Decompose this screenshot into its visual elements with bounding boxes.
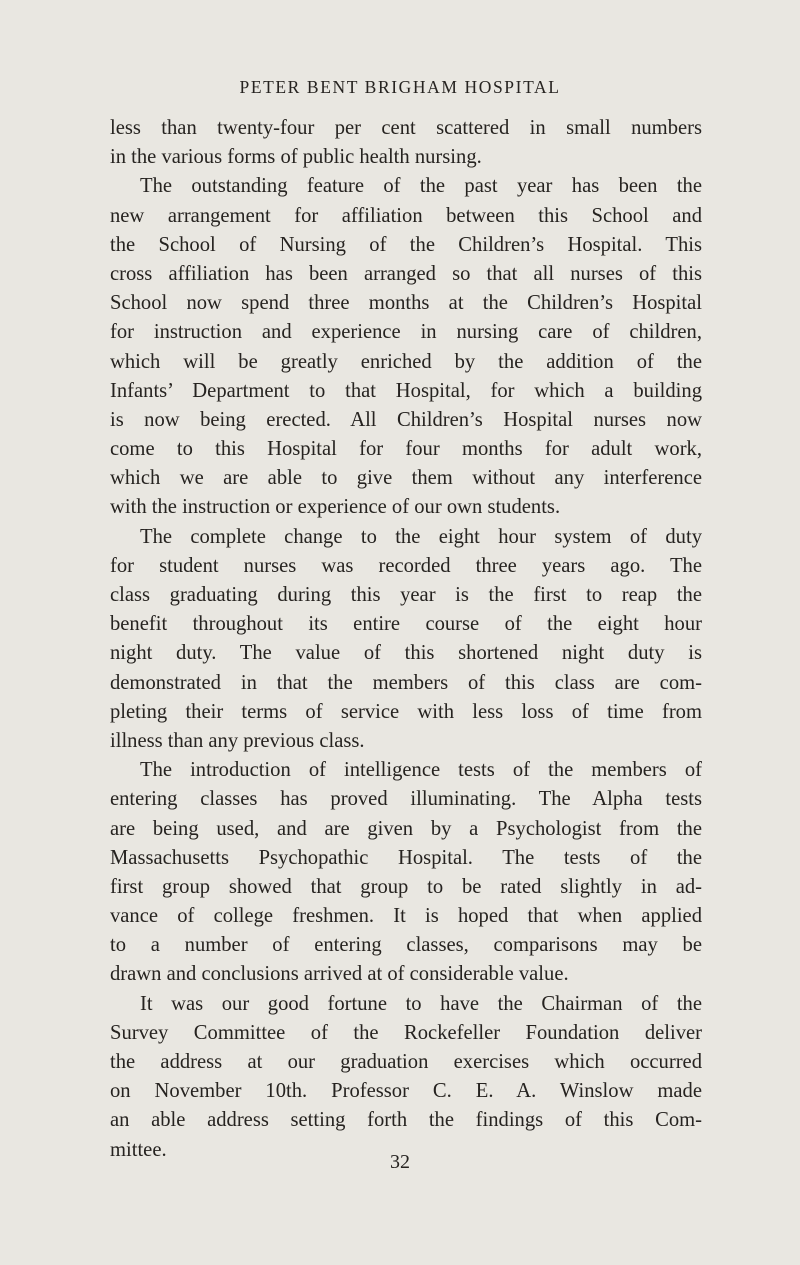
text-line: pleting their terms of service with less loss of time from — [110, 700, 702, 723]
text-line: vance of college freshmen. It is hoped that when applied — [110, 905, 702, 928]
text-line: illness than any previous class. — [110, 729, 365, 752]
text-line: cross affiliation has been arranged so that all nurses of this — [110, 262, 702, 285]
text-line: the School of Nursing of the Children’s Hospital. This — [110, 233, 702, 256]
text-line: first group showed that group to be rated slightly in ad- — [110, 875, 702, 898]
text-line: are being used, and are given by a Psychologist from the — [110, 817, 702, 840]
text-line: less than twenty-four per cent scattered in small numbers — [110, 117, 702, 139]
text-line: with the instruction or experience of our own students. — [110, 496, 561, 519]
text-line: which will be greatly enriched by the addition of the — [110, 350, 702, 373]
text-line: drawn and conclusions arrived at of considerable value. — [110, 963, 569, 986]
text-line: new arrangement for affiliation between this School and — [110, 204, 702, 227]
text-line: is now being erected. All Children’s Hospital nurses now — [110, 408, 702, 431]
text-line: come to this Hospital for four months for adult work, — [110, 438, 702, 461]
text-line: The introduction of intelligence tests of the members of — [140, 759, 702, 782]
text-line: mittee. — [110, 1138, 167, 1161]
text-line: an able address setting forth the findings of this Com- — [110, 1109, 702, 1132]
page-number: 32 — [390, 1151, 410, 1173]
text-line: entering classes has proved illuminating. The Alpha tests — [110, 788, 702, 811]
text-line: The outstanding feature of the past year has been the — [140, 175, 702, 198]
text-line: benefit throughout its entire course of the eight hour — [110, 613, 702, 636]
text-line: School now spend three months at the Children’s Hospital — [110, 292, 702, 315]
text-line: Infants’ Department to that Hospital, for which a building — [110, 379, 702, 402]
text-line: to a number of entering classes, comparisons may be — [110, 934, 702, 957]
running-head: PETER BENT BRIGHAM HOSPITAL — [239, 77, 561, 97]
text-line: the address at our graduation exercises which occurred — [110, 1051, 702, 1073]
text-line: Massachusetts Psychopathic Hospital. The tests of the — [110, 846, 702, 869]
body-text — [110, 114, 702, 1165]
text-line: demonstrated in that the members of this class are com- — [110, 671, 702, 694]
text-line: night duty. The value of this shortened night duty is — [110, 642, 702, 665]
text-line: for student nurses was recorded three years ago. The — [110, 554, 702, 577]
text-line: class graduating during this year is the first to reap the — [110, 584, 702, 606]
text-line: The complete change to the eight hour system of duty — [140, 525, 702, 548]
text-line: It was our good fortune to have the Chairman of the — [140, 992, 702, 1015]
text-line: which we are able to give them without any interference — [110, 467, 702, 490]
text-line: in the various forms of public health nursing. — [110, 146, 482, 169]
text-line: on November 10th. Professor C. E. A. Winslow made — [110, 1080, 702, 1103]
text-line: Survey Committee of the Rockefeller Foundation deliver — [110, 1021, 702, 1044]
text-line: for instruction and experience in nursing care of children, — [110, 321, 702, 344]
